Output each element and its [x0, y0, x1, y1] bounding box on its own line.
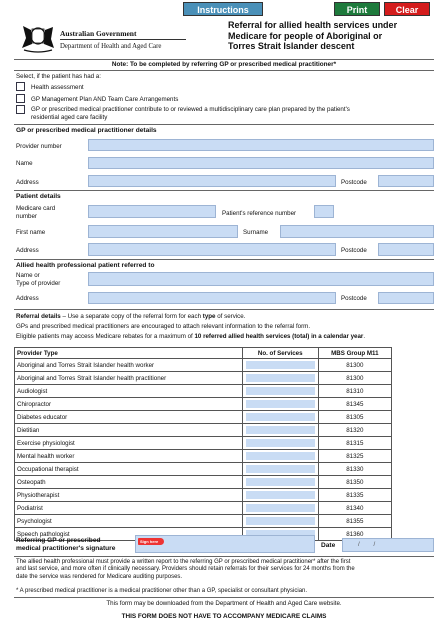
- gp-management-plan-label: GP Management Plan AND Team Care Arrangements: [31, 96, 179, 103]
- gp-details-heading: GP or prescribed medical practitioner details: [16, 127, 157, 134]
- table-row: [15, 385, 392, 398]
- provider-type-cell: Exercise physiologist: [15, 437, 243, 450]
- report-requirement-text: [16, 559, 355, 581]
- provider-type-cell: Occupational therapist: [15, 463, 243, 476]
- mbs-cell: 81310: [318, 385, 391, 398]
- table-row: [15, 476, 392, 489]
- column-header: Provider Type: [15, 348, 243, 359]
- referral-text-bold: type: [202, 313, 216, 320]
- mbs-cell: 81315: [318, 437, 391, 450]
- gp-address-label: Address: [16, 179, 39, 186]
- surname-input[interactable]: [280, 225, 434, 238]
- services-input[interactable]: [246, 517, 315, 525]
- medicare-card-label: Medicare card: [16, 205, 56, 212]
- provider-table: [14, 347, 392, 541]
- services-cell: [242, 372, 318, 385]
- services-input[interactable]: [246, 426, 315, 434]
- table-row: [15, 372, 392, 385]
- divider: [14, 124, 434, 125]
- services-cell: [242, 450, 318, 463]
- mbs-cell: 81350: [318, 476, 391, 489]
- provider-type-cell: Dietitian: [15, 424, 243, 437]
- referral-text: .: [363, 333, 366, 340]
- multidisciplinary-plan-label-cont: residential aged care facility: [31, 114, 108, 121]
- multidisciplinary-plan-checkbox[interactable]: [16, 105, 25, 114]
- signature-label-line-1: Referring GP or prescribed: [16, 537, 101, 544]
- department-name: Department of Health and Aged Care: [60, 43, 162, 50]
- allied-health-heading: Allied health professional patient referred to: [16, 262, 155, 269]
- patient-ref-label: Patient's reference number: [222, 210, 297, 217]
- mbs-cell: 81300: [318, 372, 391, 385]
- services-cell: [242, 502, 318, 515]
- divider: [14, 259, 434, 260]
- table-row: [15, 515, 392, 528]
- gp-postcode-input[interactable]: [378, 175, 434, 187]
- provider-name-label: Name or: [16, 272, 40, 279]
- table-row: [15, 424, 392, 437]
- services-input[interactable]: [246, 374, 315, 382]
- sign-here-flag: Sign here: [138, 538, 164, 545]
- footer-line: The allied health professional must provide a written report to the referring GP or prescribed medical practitioner* after the first: [16, 559, 351, 565]
- divider: [14, 309, 434, 310]
- mbs-cell: 81335: [318, 489, 391, 502]
- medicare-card-label-cont: number: [16, 213, 37, 220]
- provider-type-cell: Psychologist: [15, 515, 243, 528]
- table-row: [15, 437, 392, 450]
- services-cell: [242, 398, 318, 411]
- form-title: [228, 20, 438, 52]
- provider-type-cell: Audiologist: [15, 385, 243, 398]
- provider-postcode-input[interactable]: [378, 292, 434, 304]
- completion-note: Note: To be completed by referring GP or prescribed medical practitioner*: [111, 61, 337, 68]
- column-header: No. of Services: [242, 348, 318, 359]
- provider-type-cell: Chiropractor: [15, 398, 243, 411]
- gp-management-plan-checkbox[interactable]: [16, 94, 25, 103]
- claims-note: THIS FORM DOES NOT HAVE TO ACCOMPANY MEDICARE CLAIMS: [121, 613, 327, 620]
- clear-button[interactable]: Clear: [384, 2, 430, 16]
- gp-name-label: Name: [16, 160, 33, 167]
- provider-type-cell: Aboriginal and Torres Strait Islander health worker: [15, 359, 243, 372]
- coat-of-arms-logo: [18, 24, 58, 54]
- divider: [14, 556, 434, 557]
- provider-type-cell: Speech pathologist: [15, 528, 243, 541]
- mbs-cell: 81325: [318, 450, 391, 463]
- health-assessment-checkbox[interactable]: [16, 82, 25, 91]
- services-input[interactable]: [246, 387, 315, 395]
- table-row: [15, 502, 392, 515]
- divider: [14, 59, 434, 60]
- provider-type-cell: Osteopath: [15, 476, 243, 489]
- surname-label: Surname: [243, 229, 269, 236]
- first-name-input[interactable]: [88, 225, 238, 238]
- services-input[interactable]: [246, 504, 315, 512]
- services-cell: [242, 411, 318, 424]
- services-input[interactable]: [246, 465, 315, 473]
- gp-address-input[interactable]: [88, 175, 336, 187]
- column-header: MBS Group M11: [318, 348, 391, 359]
- provider-type-cell: Podiatrist: [15, 502, 243, 515]
- form-title-line-2: Medicare for people of Aboriginal or: [228, 30, 383, 41]
- select-prompt: Select, if the patient has had a:: [16, 73, 101, 80]
- form-title-line-3: Torres Strait Islander descent: [228, 41, 355, 51]
- multidisciplinary-plan-label: GP or prescribed medical practitioner contribute to or reviewed a multidisciplinary care plan prepared by the patient's: [31, 106, 350, 113]
- print-button[interactable]: Print: [334, 2, 380, 16]
- provider-type-label: Type of provider: [16, 280, 61, 287]
- mbs-cell: 81340: [318, 502, 391, 515]
- header-divider: [60, 39, 186, 40]
- mbs-cell: 81320: [318, 424, 391, 437]
- mbs-cell: 81330: [318, 463, 391, 476]
- services-input[interactable]: [246, 491, 315, 499]
- patient-address-input[interactable]: [88, 243, 336, 256]
- provider-number-label: Provider number: [16, 143, 62, 150]
- referral-text: Eligible patients may access Medicare rebates for a maximum of: [16, 333, 195, 340]
- mbs-cell: 81305: [318, 411, 391, 424]
- instructions-button[interactable]: Instructions: [183, 2, 263, 16]
- table-row: [15, 398, 392, 411]
- patient-postcode-input[interactable]: [378, 243, 434, 256]
- referral-attach-text: GPs and prescribed medical practitioners are encouraged to attach relevant information to the referral form.: [16, 323, 311, 330]
- table-row: [15, 359, 392, 372]
- download-note: This form may be downloaded from the Department of Health and Aged Care website.: [106, 600, 342, 607]
- referral-text: – Use a separate copy of the referral form for each: [60, 313, 203, 320]
- services-cell: [242, 424, 318, 437]
- provider-type-cell: Mental health worker: [15, 450, 243, 463]
- services-cell: [242, 489, 318, 502]
- divider: [14, 70, 434, 71]
- table-row: [15, 489, 392, 502]
- patient-address-label: Address: [16, 247, 39, 254]
- services-input[interactable]: [246, 400, 315, 408]
- table-row: [15, 411, 392, 424]
- mbs-cell: 81300: [318, 359, 391, 372]
- provider-address-input[interactable]: [88, 292, 336, 304]
- services-input[interactable]: [246, 478, 315, 486]
- divider: [14, 597, 434, 598]
- table-row: [15, 450, 392, 463]
- first-name-label: First name: [16, 229, 46, 236]
- provider-address-label: Address: [16, 295, 39, 302]
- provider-postcode-label: Postcode: [341, 295, 367, 302]
- government-name: Australian Government: [60, 29, 137, 38]
- services-cell: [242, 515, 318, 528]
- prescribed-practitioner-note: * A prescribed medical practitioner is a medical practitioner other than a GP, specialist or consultant physician.: [16, 588, 308, 594]
- medicare-card-input[interactable]: [88, 205, 216, 218]
- table-header-row: [15, 348, 392, 359]
- patient-postcode-label: Postcode: [341, 247, 367, 254]
- gp-postcode-label: Postcode: [341, 179, 367, 186]
- services-input[interactable]: [246, 439, 315, 447]
- mbs-cell: 81355: [318, 515, 391, 528]
- services-input[interactable]: [246, 361, 315, 369]
- footer-line: date the service was rendered for Medicare auditing purposes.: [16, 573, 183, 580]
- mbs-cell: 81360: [318, 528, 391, 541]
- services-cell: [242, 385, 318, 398]
- patient-ref-input[interactable]: [314, 205, 334, 218]
- signature-label-line-2: medical practitioner's signature: [16, 545, 116, 552]
- provider-name-input[interactable]: [88, 272, 434, 286]
- provider-type-cell: Aboriginal and Torres Strait Islander health practitioner: [15, 372, 243, 385]
- footer-line: and last service, and more often if clinically necessary. Providers should retain referrals for their services for 24 months from the: [16, 566, 355, 573]
- referral-limit-text: [16, 333, 365, 341]
- date-separator: / /: [358, 541, 376, 548]
- patient-details-heading: Patient details: [16, 193, 61, 200]
- provider-number-input[interactable]: [88, 139, 434, 151]
- form-title-line-1: Referral for allied health services under: [228, 20, 398, 30]
- referral-text: of service.: [215, 313, 246, 320]
- health-assessment-label: Health assessment: [31, 84, 84, 91]
- mbs-cell: 81345: [318, 398, 391, 411]
- divider: [14, 190, 434, 191]
- services-cell: [242, 359, 318, 372]
- services-input[interactable]: [246, 413, 315, 421]
- referral-text-bold: 10 referred allied health services (total) in a calendar year: [194, 333, 364, 340]
- signature-label: [16, 537, 115, 553]
- services-cell: [242, 463, 318, 476]
- referral-details-heading: Referral details: [16, 313, 61, 320]
- provider-type-cell: Physiotherapist: [15, 489, 243, 502]
- services-cell: [242, 476, 318, 489]
- provider-type-cell: Diabetes educator: [15, 411, 243, 424]
- gp-name-input[interactable]: [88, 157, 434, 169]
- table-row: [15, 463, 392, 476]
- services-cell: [242, 437, 318, 450]
- date-input[interactable]: [342, 538, 434, 552]
- date-label: Date: [321, 542, 336, 549]
- services-input[interactable]: [246, 452, 315, 460]
- referral-details-text: [16, 313, 245, 321]
